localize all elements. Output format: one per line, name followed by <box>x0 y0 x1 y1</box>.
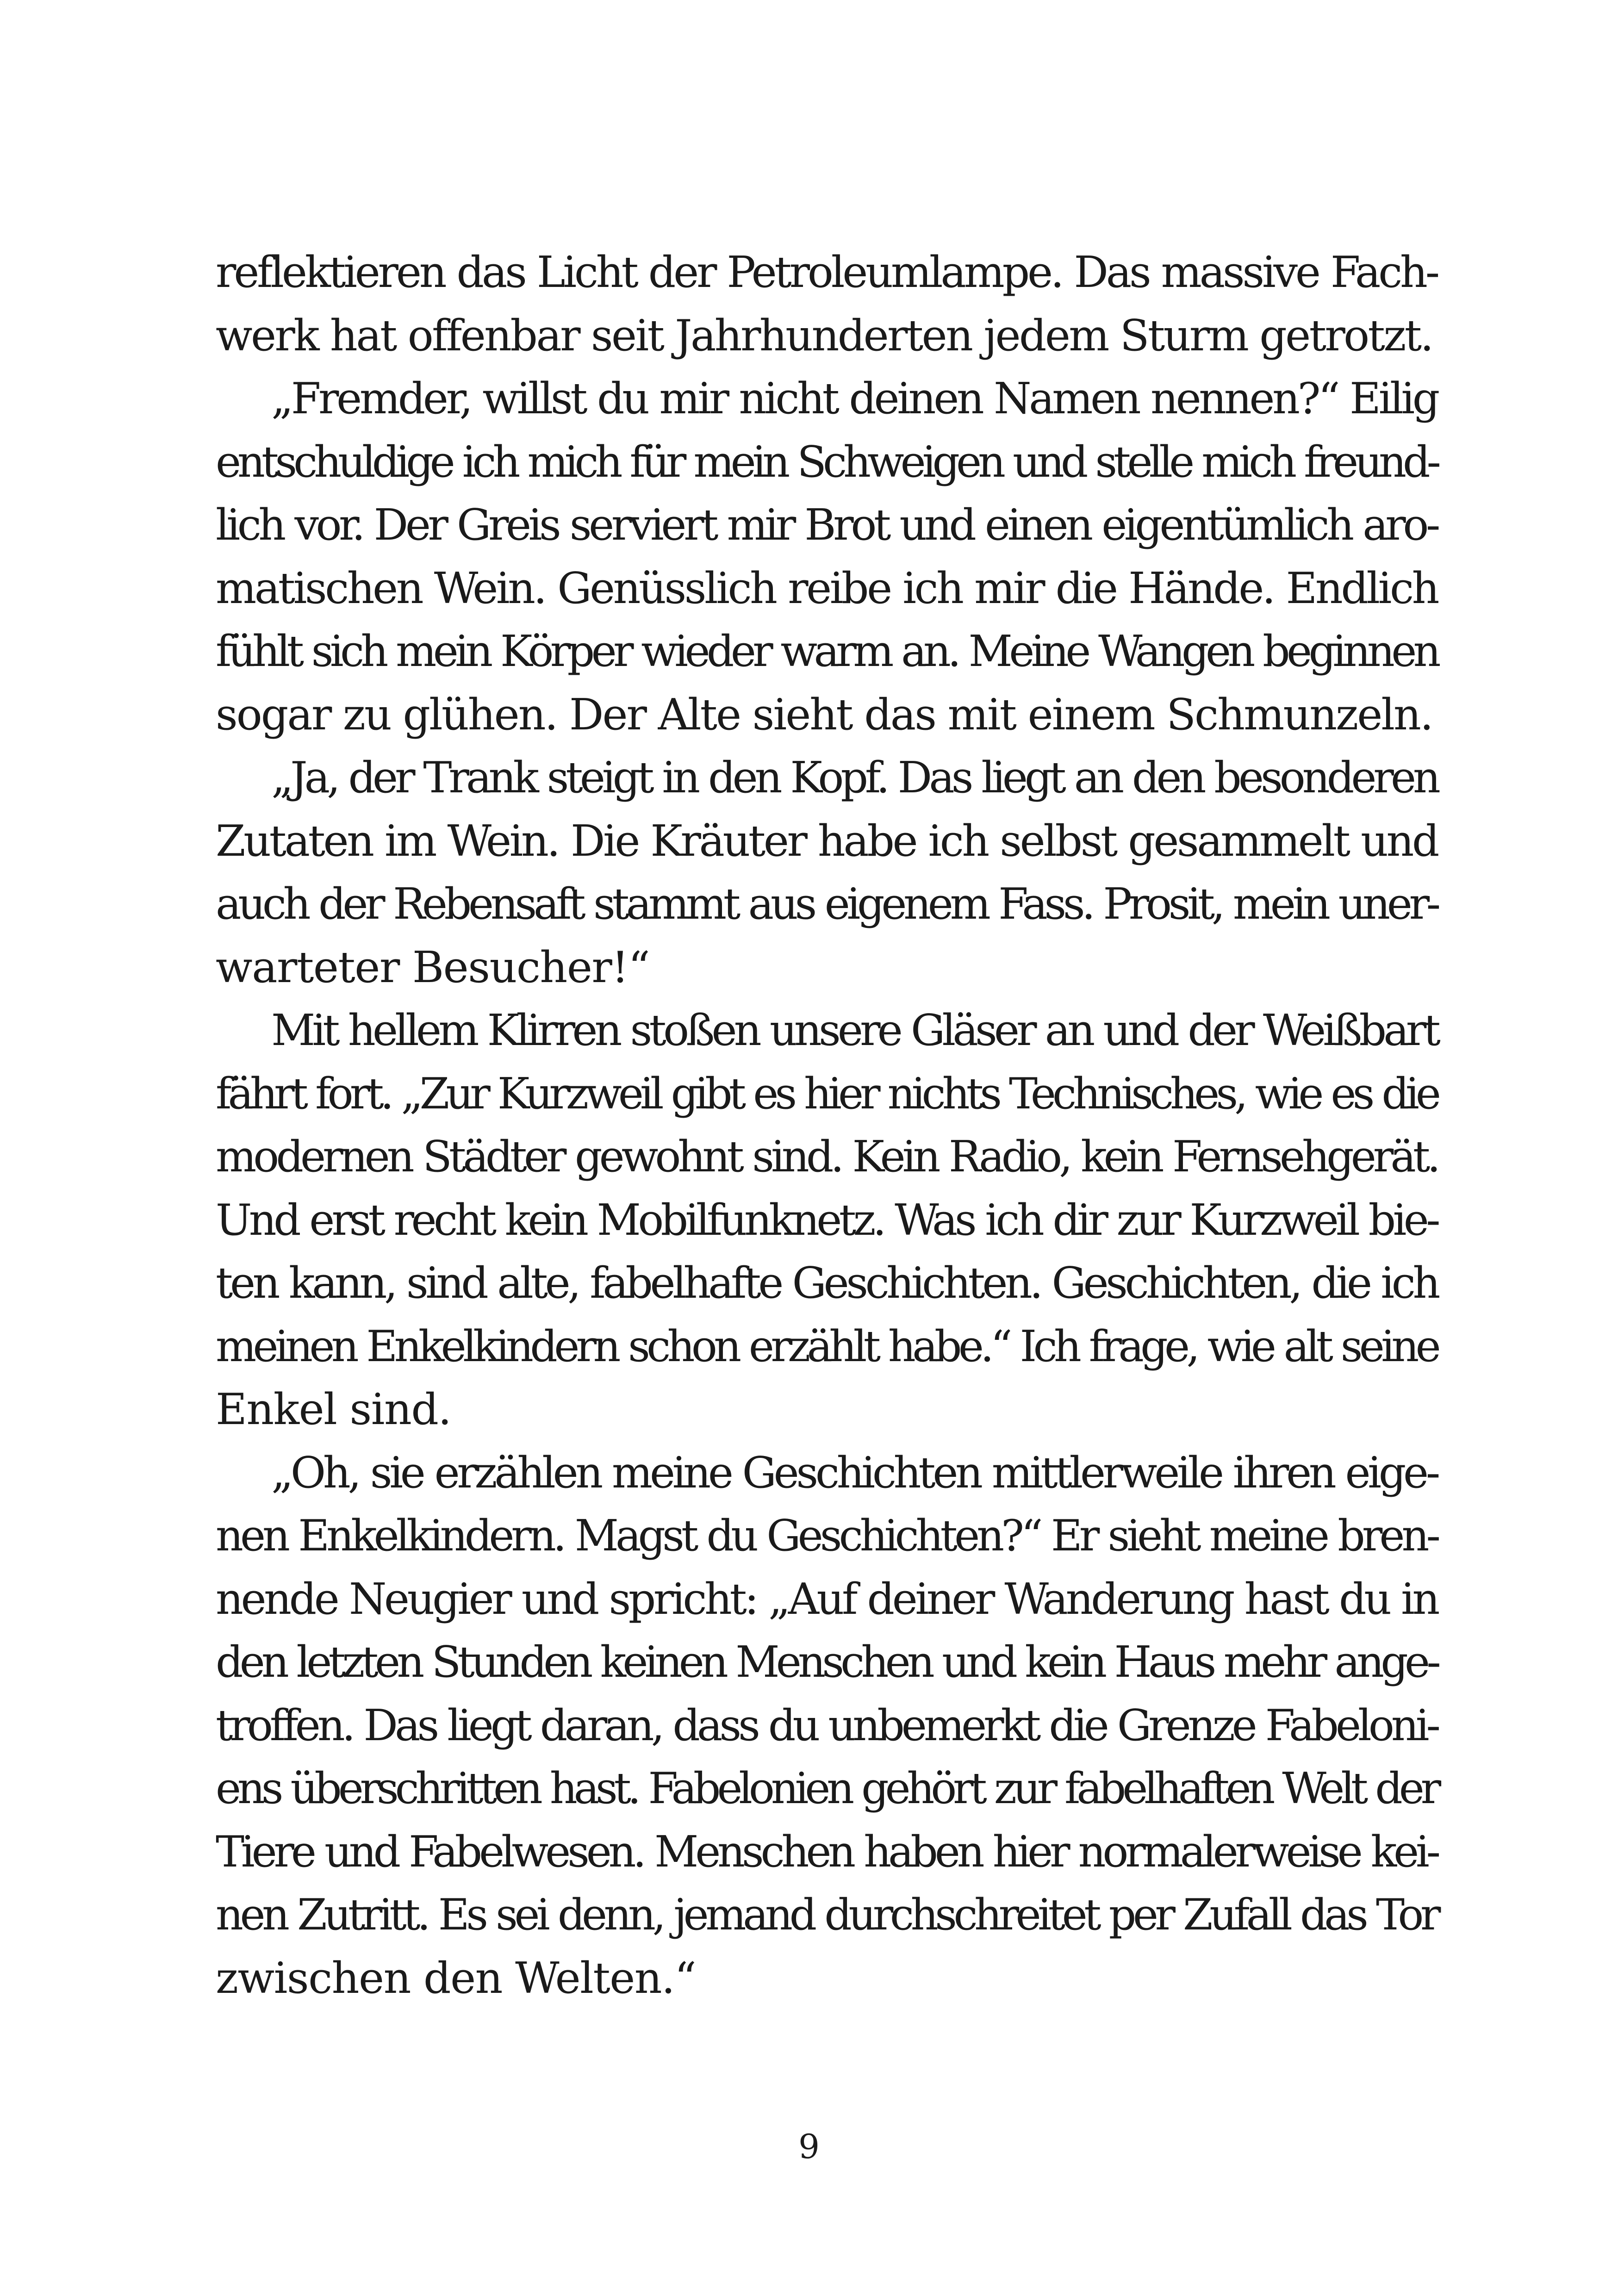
text-line: Zutaten im Wein. Die Kräuter habe ich selbst gesammelt und <box>216 815 1438 866</box>
text-line: entschuldige ich mich für mein Schweigen und stelle mich freund- <box>216 436 1438 487</box>
text-line: Tiere und Fabelwesen. Menschen haben hier normalerweise kei- <box>216 1826 1438 1877</box>
text-line: fährt fort. „Zur Kurzweil gibt es hier nichts Technisches, wie es die <box>216 1068 1438 1119</box>
text-line: „Oh, sie erzählen meine Geschichten mittlerweile ihren eige- <box>271 1447 1438 1498</box>
text-line: sogar zu glühen. Der Alte sieht das mit einem Schmunzeln. <box>216 689 1432 740</box>
text-line: reflektieren das Licht der Petroleumlampe. Das massive Fach- <box>216 247 1438 297</box>
text-line: fühlt sich mein Körper wieder warm an. Meine Wangen beginnen <box>216 626 1438 676</box>
page-number: 9 <box>798 2127 820 2166</box>
text-line: werk hat offenbar seit Jahrhunderten jedem Sturm getrotzt. <box>216 310 1432 361</box>
text-line: Enkel sind. <box>216 1384 451 1434</box>
text-line: lich vor. Der Greis serviert mir Brot und einen eigentümlich aro- <box>216 500 1438 550</box>
text-line: matischen Wein. Genüsslich reibe ich mir die Hände. Endlich <box>216 563 1438 613</box>
text-line: warteter Besucher!“ <box>216 942 650 992</box>
text-line: den letzten Stunden keinen Menschen und kein Haus mehr ange- <box>216 1637 1438 1687</box>
text-line: „Ja, der Trank steigt in den Kopf. Das liegt an den besonderen <box>271 753 1438 803</box>
text-line: nen Enkelkindern. Magst du Geschichten?“ Er sieht meine bren- <box>216 1511 1438 1561</box>
body-text <box>216 241 1438 2010</box>
text-line: ens überschritten hast. Fabelonien gehört zur fabelhaften Welt der <box>216 1763 1438 1813</box>
text-line: auch der Rebensaft stammt aus eigenem Fass. Prosit, mein uner- <box>216 879 1438 929</box>
text-line: troffen. Das liegt daran, dass du unbemerkt die Grenze Fabeloni- <box>216 1700 1438 1750</box>
text-line: „Fremder, willst du mir nicht deinen Namen nennen?“ Eilig <box>271 373 1438 423</box>
text-line: nende Neugier und spricht: „Auf deiner Wanderung hast du in <box>216 1574 1438 1624</box>
text-line: ten kann, sind alte, fabelhafte Geschichten. Geschichten, die ich <box>216 1258 1438 1308</box>
text-line: Und erst recht kein Mobilfunknetz. Was ich dir zur Kurzweil bie- <box>216 1195 1438 1245</box>
text-line: nen Zutritt. Es sei denn, jemand durchschreitet per Zufall das Tor <box>216 1890 1438 1940</box>
text-line: modernen Städter gewohnt sind. Kein Radio, kein Fernsehgerät. <box>216 1132 1438 1182</box>
text-line: Mit hellem Klirren stoßen unsere Gläser an und der Weißbart <box>271 1005 1438 1055</box>
text-line: meinen Enkelkindern schon erzählt habe.“ Ich frage, wie alt seine <box>216 1321 1438 1371</box>
text-line: zwischen den Welten.“ <box>216 1953 696 2003</box>
